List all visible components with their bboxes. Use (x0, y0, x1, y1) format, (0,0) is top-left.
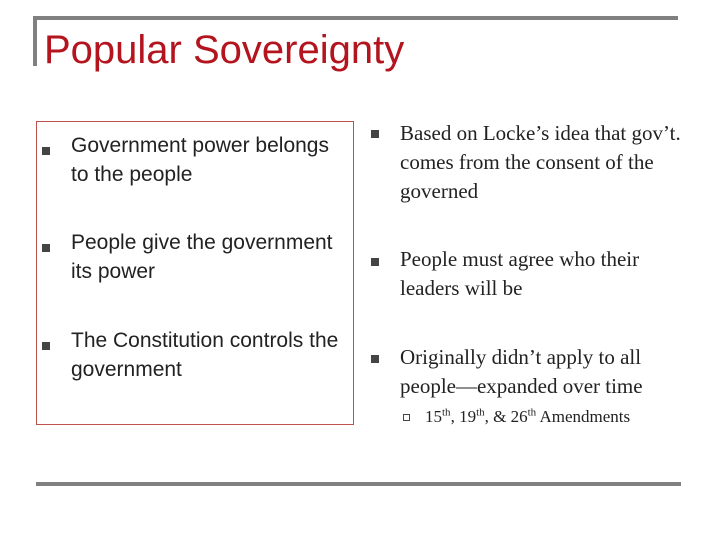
amendments-sub-point (425, 406, 630, 428)
ordinal-suffix-2: th (476, 406, 485, 419)
right-point-2: People must agree who their leaders will be (400, 247, 640, 300)
right-point-1: Based on Locke’s idea that gov’t. comes from the consent of the governed (400, 121, 681, 203)
separator-2: , & (484, 407, 511, 426)
right-point-3: Originally didn’t apply to all people—expanded over time (400, 345, 643, 398)
bottom-rule (36, 482, 681, 486)
ordinal-suffix-3: th (527, 406, 537, 419)
amendment-number-3: 26 (510, 407, 528, 426)
amendment-number-2: 19 (459, 407, 477, 426)
left-point-2: People give the government its power (71, 231, 333, 283)
square-bullet-icon (371, 258, 379, 266)
square-bullet-icon (371, 355, 379, 363)
square-bullet-icon (42, 342, 50, 350)
amendments-label: Amendments (536, 407, 631, 426)
amendment-number-1: 15 (425, 407, 442, 426)
hollow-square-bullet-icon (403, 414, 410, 421)
slide-title: Popular Sovereignty (44, 28, 405, 72)
frame-left-border (33, 16, 37, 66)
square-bullet-icon (42, 147, 50, 155)
square-bullet-icon (42, 244, 50, 252)
ordinal-suffix-1: th (442, 406, 451, 419)
left-point-1: Government power belongs to the people (71, 134, 329, 186)
left-point-3: The Constitution controls the government (71, 329, 339, 381)
square-bullet-icon (371, 130, 379, 138)
separator-1: , (450, 407, 460, 426)
frame-top-border (33, 16, 678, 20)
